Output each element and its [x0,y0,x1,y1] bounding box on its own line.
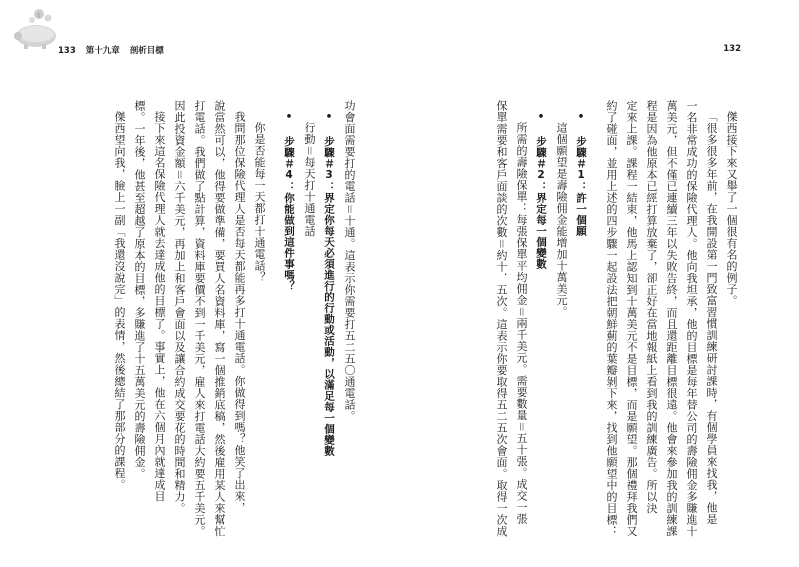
chapter-label: 第十九章 [85,46,120,56]
text-line: 我問那位保險代理人是否每天都能再多打十通電話。你做得到嗎？他笑了出來， [233,111,246,514]
text-line: 因此投資金額＝六千美元，再加上和客戶會面以及讓合約成交要花的時間和精力。 [173,100,186,514]
page-number-left: 133 [58,46,76,56]
left-page [0,0,399,567]
paragraph-gap [591,100,601,505]
paragraph-gap [269,100,279,505]
text-line: 一名非常成功的保險代理人。他向我坦承，他的目標是每年替公司的壽險佣金多賺進十 [685,100,698,537]
piggy-bank-icon [6,6,62,50]
text-line: 傑西接下來又舉了一個很有名的例子。 [725,111,738,307]
text-line: 說當然可以，他得要做準備，要買人名資料庫，寫一個推銷底稿，然後雇用某人來幫忙 [213,100,226,537]
left-page-body [19,100,359,537]
text-line: 這個願望是壽險佣金能增加十萬美元。 [555,122,568,318]
step-heading: • 步驟＃3：界定你每天必須進行的行動或活動，以滿足每一個變數 [323,111,335,457]
text-line: 行動＝每天打十通電話 [303,122,316,237]
text-line: 你是否能每一天都打十通電話？ [253,122,266,283]
text-line: 「很多很多年前，在我開設第一門致富習慣訓練研討課時，有個學員來找我，他是 [705,111,718,525]
text-line: 保單需要和客戶面談的次數＝約十．五次。這表示你要取得五二五次會面。取得一次成 [495,100,508,537]
text-line: 功會面需要打的電話＝十通。這表示你需要打五二五〇通電話。 [343,100,356,422]
step-heading: • 步驟＃2：界定每一個變數 [535,111,547,270]
text-line: 定來上課。課程一結束，他馬上認知到十萬美元不是目標，而是願望。那個禮拜我們又 [625,100,638,537]
text-line: 萬美元，但不僅已連續三年以失敗告終，而且還距離目標很遠。他會來參加我的訓練課 [665,100,678,537]
right-page [400,0,799,567]
right-page-body [405,100,741,537]
page-number-right: 132 [723,44,741,54]
running-header-left [58,44,171,56]
text-line: 打電話。我們做了點計算，資料庫要價不到一千美元，雇人來打電話大約要五千美元。 [193,100,206,537]
text-line: 標。一年後，他甚至超越了原本的目標，多賺進了十五萬美元的壽險佣金。 [133,100,146,480]
step-heading: • 步驟＃4：你能做到這件事嗎？ [283,111,295,292]
text-line: 傑西望向我，臉上一副「我還沒說完」的表情，然後總結了那部分的課程。 [113,111,126,491]
text-line: 所需的壽險保單：每張保單平均佣金＝兩千美元。需要數量＝五十張。成交一張 [515,122,528,525]
chapter-title: 剖析目標 [129,46,164,56]
text-line: 程是因為他原本已經打算放棄了，卻正好在當地報紙上看到我的訓練廣告。所以決 [645,100,658,514]
text-line: 約了碰面，並用上述的四步驟一起設法把朝鮮薊的葉瓣剝下來，找到他願望中的目標： [605,100,618,537]
step-heading: • 步驟＃1：許一個願 [575,111,587,237]
text-line: 接下來這名保險代理人就去達成他的目標了。事實上，他在六個月內就達成目 [153,111,166,502]
svg-text:$: $ [37,12,41,19]
